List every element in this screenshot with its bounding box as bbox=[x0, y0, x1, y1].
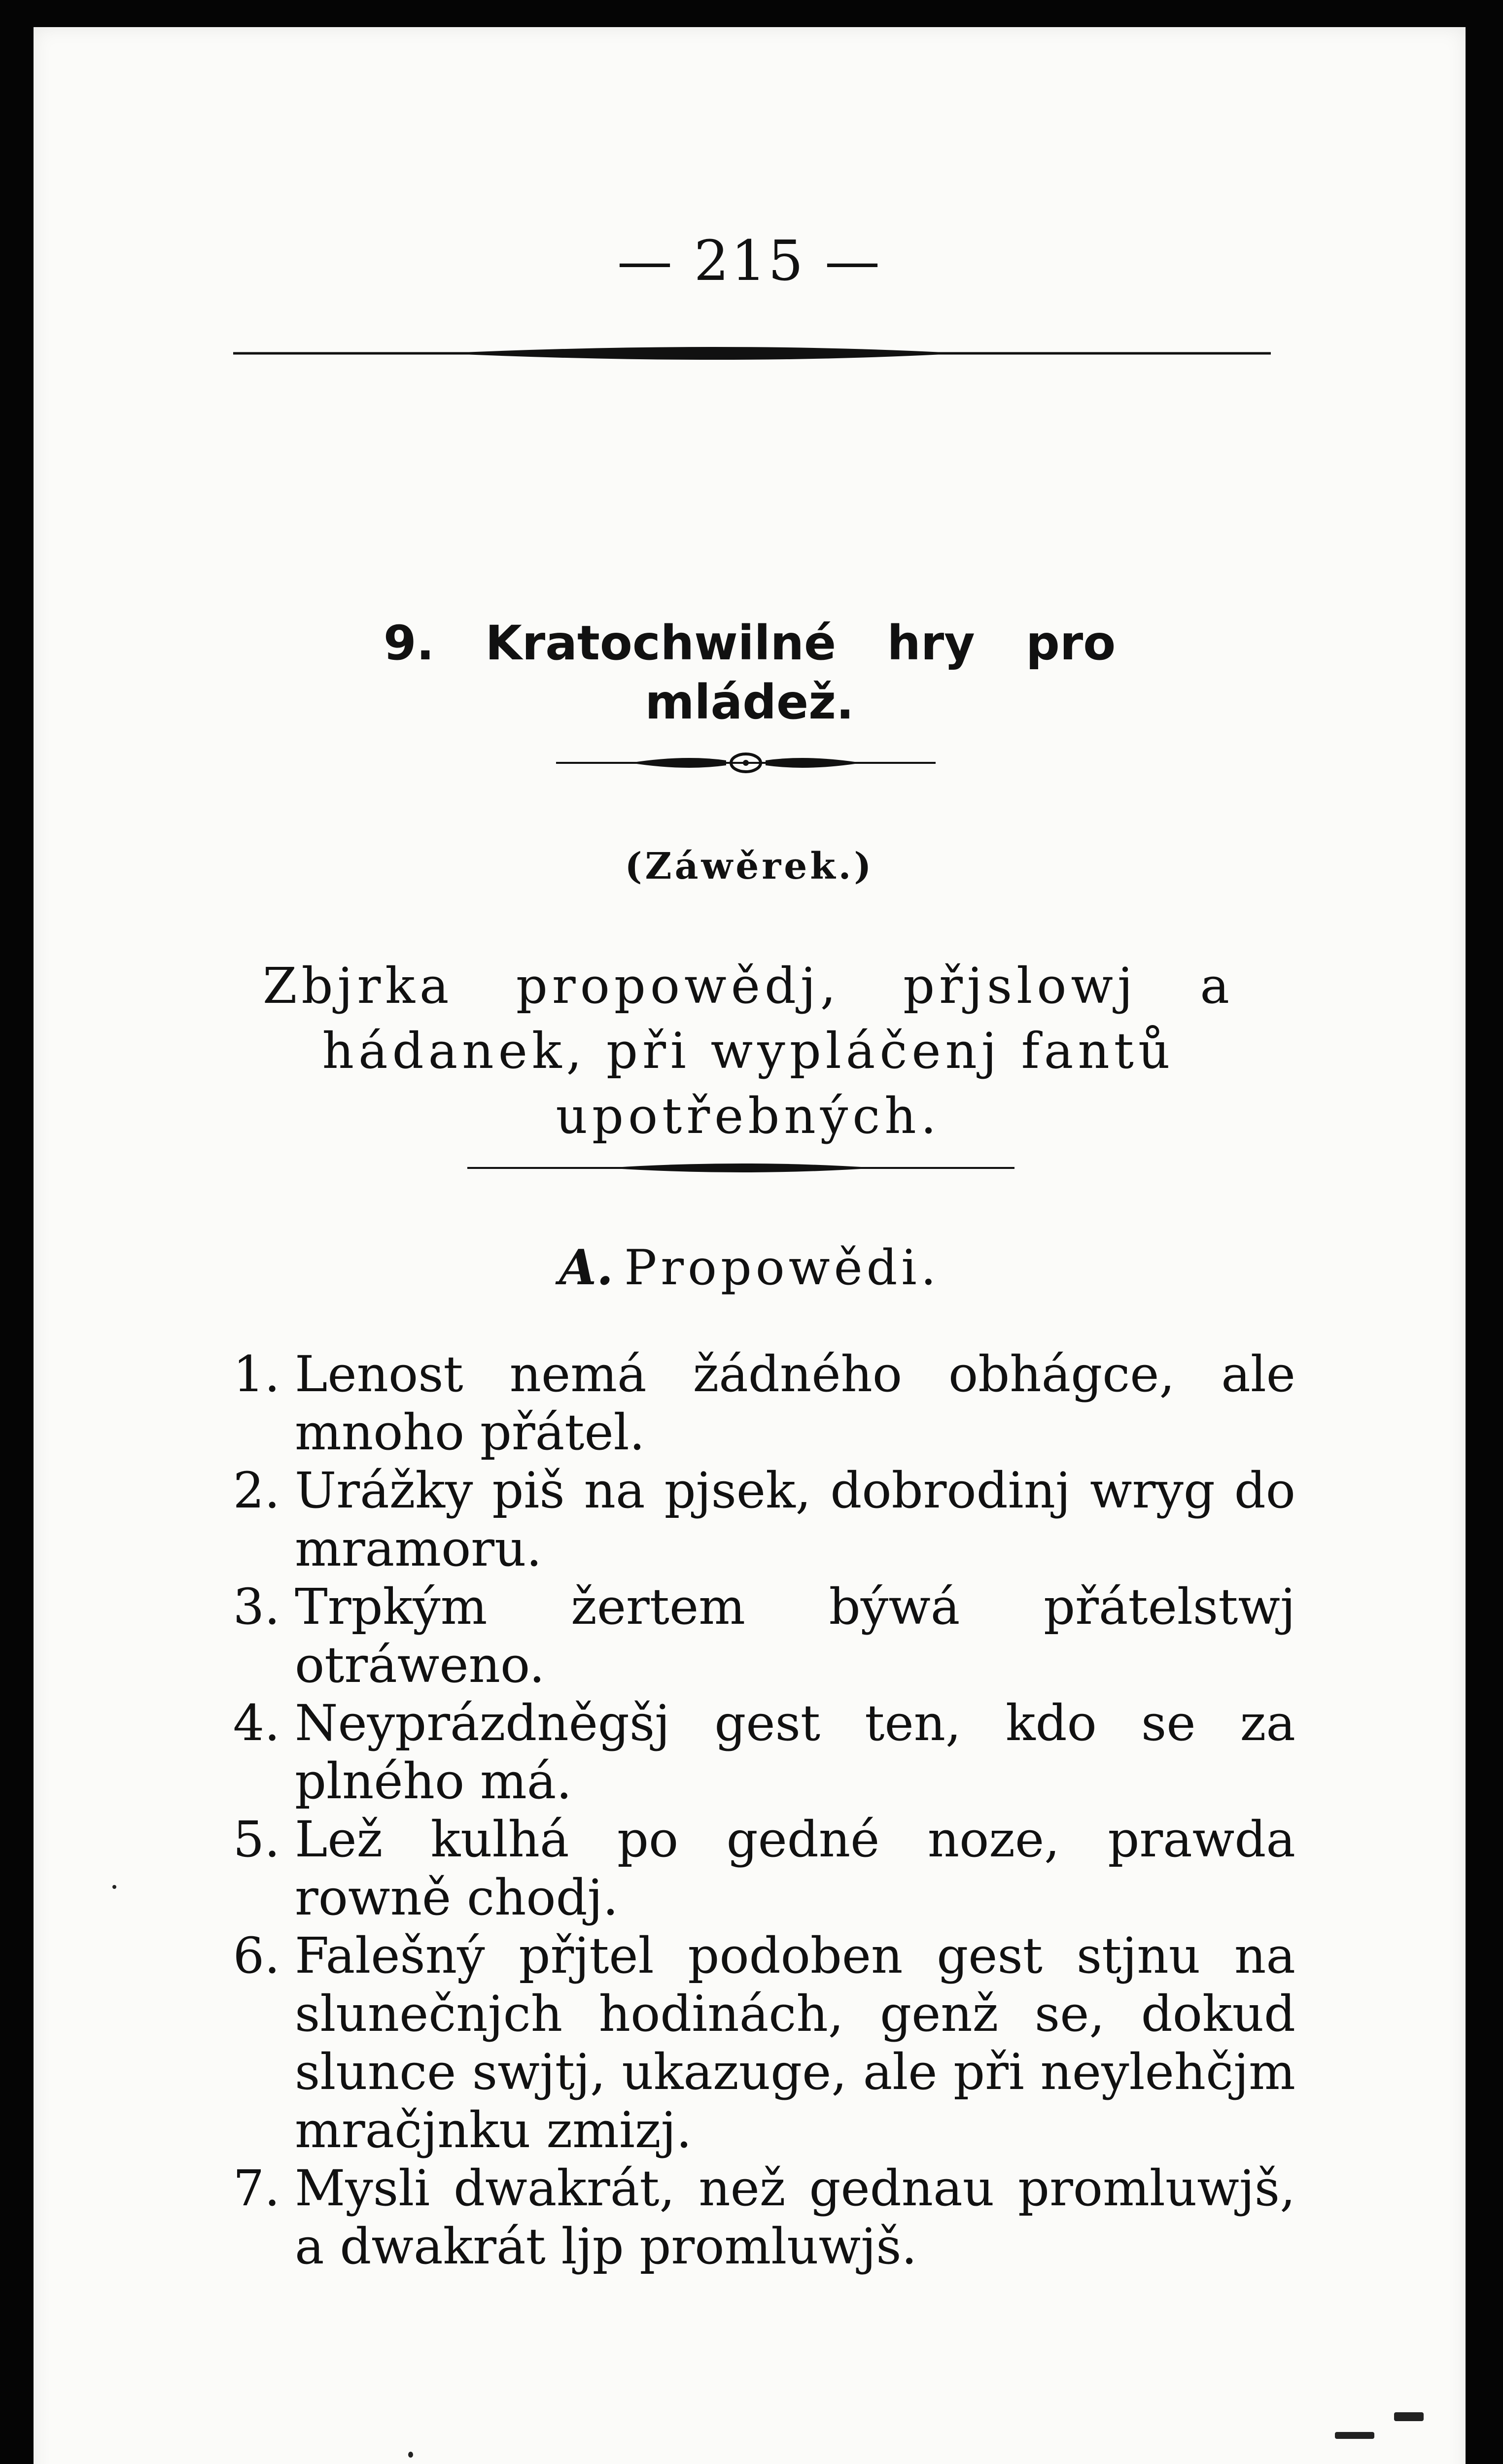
proverb-text: Mysli dwakrát, než gednau promluwjš, a dwakrát ljp promluwjš. bbox=[295, 2159, 1295, 2275]
proverb-text: Lenost nemá žádného obhágce, ale mnoho přátel. bbox=[295, 1345, 1295, 1461]
proverb-item bbox=[221, 1578, 1295, 1694]
proverb-item bbox=[221, 1462, 1295, 1578]
section-label: Propowědi. bbox=[624, 1240, 940, 1296]
intro-line2: hádanek, při wypláčenj fantů bbox=[322, 1022, 1175, 1080]
scan-speck bbox=[112, 1885, 116, 1889]
section-heading bbox=[34, 1239, 1466, 1296]
chapter-title-line2: mládež. bbox=[645, 675, 854, 730]
intro-line3: upotřebných. bbox=[556, 1087, 941, 1145]
ornament-divider bbox=[556, 751, 936, 775]
scan-speck bbox=[1335, 2432, 1374, 2439]
proverb-number: 4. bbox=[233, 1694, 280, 1752]
intro-line1: Zbjrka propowědj, přjslowj a bbox=[263, 957, 1234, 1015]
proverb-item bbox=[221, 1811, 1295, 1927]
proverb-number: 2. bbox=[233, 1462, 280, 1519]
proverb-text: Trpkým žertem býwá přátelstwj otráweno. bbox=[295, 1578, 1295, 1694]
proverb-text: Neyprázdněgšj gest ten, kdo se za plného má. bbox=[295, 1694, 1295, 1810]
chapter-title-line1: 9. Kratochwilné hry pro bbox=[383, 616, 1116, 671]
book-page bbox=[34, 27, 1466, 2464]
intro-paragraph bbox=[263, 954, 1234, 1149]
proverb-item bbox=[221, 1345, 1295, 1462]
proverb-number: 3. bbox=[233, 1578, 280, 1636]
proverb-text: Urážky piš na pjsek, dobrodinj wryg do mramoru. bbox=[295, 1462, 1295, 1577]
proverb-item bbox=[221, 2159, 1295, 2276]
section-letter: A. bbox=[559, 1239, 614, 1296]
proverb-number: 7. bbox=[233, 2159, 280, 2217]
proverb-number: 1. bbox=[233, 1345, 280, 1403]
proverb-item bbox=[221, 1694, 1295, 1811]
scan-speck bbox=[1394, 2412, 1424, 2421]
page-number: — 215 — bbox=[617, 229, 882, 293]
proverb-number: 6. bbox=[233, 1927, 280, 1985]
section-rule bbox=[467, 1158, 1014, 1178]
proverb-list bbox=[221, 1345, 1295, 2276]
proverb-text: Lež kulhá po gedné noze, prawda rowně chodj. bbox=[295, 1811, 1295, 1926]
header-rule bbox=[233, 342, 1271, 364]
proverb-item bbox=[221, 1927, 1295, 2159]
subtitle: (Záwěrek.) bbox=[625, 845, 874, 888]
proverb-text: Falešný přjtel podoben gest stjnu na slunečnjch hodinách, genž se, dokud slunce swjtj, ukazuge, ale při neylehčjm mračjnku zmizj. bbox=[295, 1927, 1295, 2159]
scan-speck bbox=[408, 2452, 413, 2458]
proverb-number: 5. bbox=[233, 1811, 280, 1868]
